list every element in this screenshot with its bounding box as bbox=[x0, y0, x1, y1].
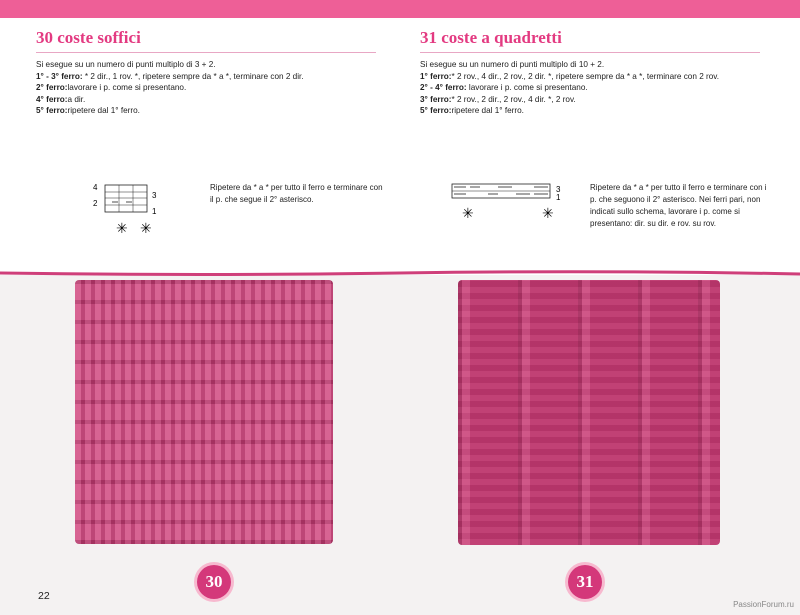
instruction-line: 5° ferro:ripetere dal 1° ferro. bbox=[420, 106, 524, 116]
pattern-31-note: Ripetere da * a * per tutto il ferro e terminare con i p. che seguono il 2° asterisco. Nei ferri pari, non indicati sullo schema, lavorare i p. come si presentano: dir. su dir. e rov. su rov. bbox=[590, 183, 767, 228]
asterisk-marker-icon: ✳ bbox=[462, 206, 474, 222]
chart-row-label-4: 4 bbox=[93, 183, 98, 192]
pattern-31-chart bbox=[450, 180, 570, 225]
pattern-30-chart bbox=[88, 180, 168, 236]
chart-row-label-2: 2 bbox=[93, 199, 98, 208]
chart-row-label-3: 3 bbox=[556, 185, 561, 194]
stitch-chart-31 bbox=[450, 180, 570, 225]
asterisk-marker-icon: ✳ bbox=[140, 221, 152, 236]
pattern-30-note: Ripetere da * a * per tutto il ferro e terminare con il p. che segue il 2° asterisco. bbox=[210, 183, 383, 204]
chart-row-label-1: 1 bbox=[152, 207, 157, 216]
pattern-30-section bbox=[36, 28, 406, 117]
instruction-line: Si esegue su un numero di punti multiplo di 3 + 2. bbox=[36, 60, 216, 69]
stitch-chart-30 bbox=[88, 180, 168, 236]
watermark: PassionForum.ru bbox=[733, 600, 794, 609]
pattern-number-badge-31: 31 bbox=[568, 565, 602, 599]
pattern-31-title: 31 coste a quadretti bbox=[420, 28, 562, 47]
pattern-number-badge-30: 30 bbox=[197, 565, 231, 599]
top-pink-band bbox=[0, 0, 800, 18]
title-rule bbox=[420, 52, 760, 53]
instruction-line: 2° ferro:lavorare i p. come si presentano. bbox=[36, 83, 187, 93]
instruction-line: 1° - 3° ferro: * 2 dir., 1 rov. *, ripetere sempre da * a *, terminare con 2 dir. bbox=[36, 71, 304, 81]
instruction-line: Si esegue su un numero di punti multiplo di 10 + 2. bbox=[420, 60, 605, 69]
instruction-line: 1° ferro:* 2 rov., 4 dir., 2 rov., 2 dir. *, ripetere sempre da * a *, terminare con 2 rov. bbox=[420, 71, 720, 81]
knit-swatch-30-image bbox=[75, 280, 333, 544]
asterisk-marker-icon: ✳ bbox=[542, 206, 554, 222]
instruction-line: 5° ferro:ripetere dal 1° ferro. bbox=[36, 106, 140, 116]
chart-row-label-1: 1 bbox=[556, 193, 561, 202]
yarn-strand bbox=[0, 270, 800, 278]
instruction-line: 4° ferro:a dir. bbox=[36, 94, 86, 104]
knit-swatch-31-image bbox=[458, 280, 720, 545]
instruction-line: 3° ferro:* 2 rov., 2 dir., 2 rov., 4 dir. *, 2 rov. bbox=[420, 94, 576, 104]
instruction-line: 2° - 4° ferro: lavorare i p. come si presentano. bbox=[420, 83, 588, 93]
asterisk-marker-icon: ✳ bbox=[116, 221, 128, 236]
chart-row-label-3: 3 bbox=[152, 191, 157, 200]
pattern-31-section bbox=[420, 28, 790, 117]
pattern-30-title: 30 coste soffici bbox=[36, 28, 141, 47]
title-rule bbox=[36, 52, 376, 53]
page-number: 22 bbox=[38, 590, 50, 602]
